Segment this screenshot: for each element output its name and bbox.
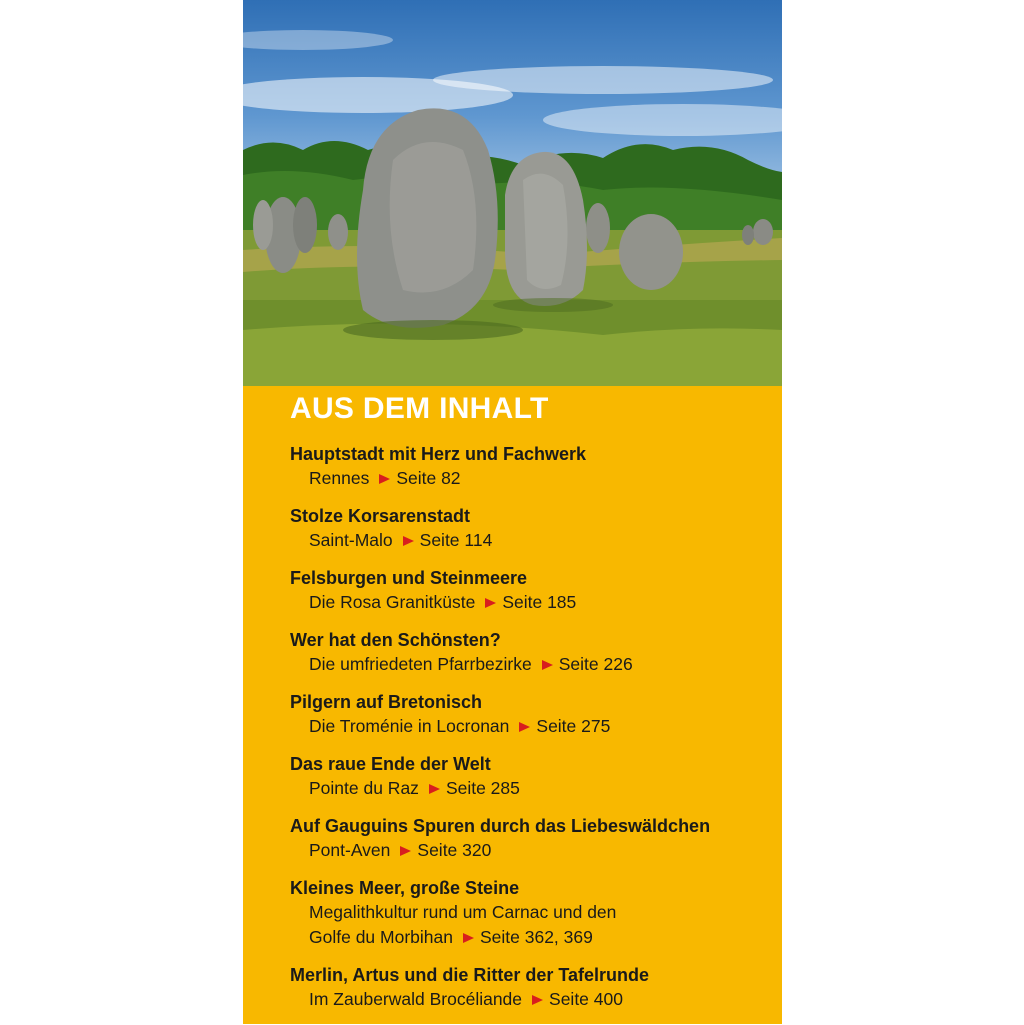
entry-place: Pointe du Raz [309, 778, 419, 798]
entry-reference [290, 776, 762, 801]
entry-reference [290, 466, 762, 491]
triangle-arrow-icon [532, 995, 543, 1005]
triangle-arrow-icon [463, 933, 474, 943]
table-of-contents [290, 390, 762, 1025]
triangle-arrow-icon [379, 474, 390, 484]
entry-place: Golfe du Morbihan [309, 927, 453, 947]
entry-list [290, 442, 762, 1012]
list-item [290, 566, 762, 615]
entry-reference [290, 714, 762, 739]
list-item [290, 752, 762, 801]
list-item [290, 814, 762, 863]
entry-place: Pont-Aven [309, 840, 391, 860]
list-item [290, 504, 762, 553]
list-item [290, 963, 762, 1012]
entry-reference [290, 987, 762, 1012]
entry-title: Hauptstadt mit Herz und Fachwerk [290, 444, 587, 464]
entry-title: Pilgern auf Bretonisch [290, 692, 483, 712]
entry-place: Rennes [309, 468, 370, 488]
entry-reference [290, 528, 762, 553]
entry-page-ref: Seite 82 [396, 468, 461, 488]
entry-title: Merlin, Artus und die Ritter der Tafelrunde [290, 965, 650, 985]
list-item [290, 628, 762, 677]
entry-title: Auf Gauguins Spuren durch das Liebeswäldchen [290, 816, 711, 836]
list-item [290, 876, 762, 950]
entry-title: Kleines Meer, große Steine [290, 878, 520, 898]
triangle-arrow-icon [485, 598, 496, 608]
entry-place: Die Rosa Granitküste [309, 592, 476, 612]
entry-page-ref: Seite 185 [502, 592, 577, 612]
entry-page-ref: Seite 400 [549, 989, 623, 1009]
entry-title: Stolze Korsarenstadt [290, 506, 471, 526]
section-heading: AUS DEM INHALT [290, 392, 549, 425]
entry-place: Die umfriedeten Pfarrbezirke [309, 654, 532, 674]
entry-place: Die Troménie in Locronan [309, 716, 510, 736]
triangle-arrow-icon [400, 846, 411, 856]
entry-page-ref: Seite 275 [536, 716, 611, 736]
entry-title: Wer hat den Schönsten? [290, 630, 501, 650]
entry-page-ref: Seite 320 [417, 840, 492, 860]
entry-page-ref: Seite 285 [445, 778, 520, 798]
entry-reference [290, 838, 762, 863]
page [243, 0, 782, 1024]
triangle-arrow-icon [542, 660, 553, 670]
triangle-arrow-icon [429, 784, 440, 794]
list-item [290, 442, 762, 491]
entry-title: Felsburgen und Steinmeere [290, 568, 528, 588]
entry-reference [290, 652, 762, 677]
entry-page-ref: Seite 226 [558, 654, 633, 674]
list-item [290, 690, 762, 739]
entry-page-ref: Seite 114 [419, 530, 493, 550]
entry-title: Das raue Ende der Welt [290, 754, 491, 774]
entry-page-ref: Seite 362, 369 [479, 927, 593, 947]
photo-illustration [243, 0, 782, 386]
entry-reference [290, 590, 762, 615]
entry-place: Im Zauberwald Brocéliande [309, 989, 523, 1009]
triangle-arrow-icon [403, 536, 414, 546]
entry-reference [290, 925, 762, 950]
triangle-arrow-icon [519, 722, 530, 732]
standing-stones-photo [243, 0, 782, 386]
entry-subtitle-line: Megalithkultur rund um Carnac und den [309, 902, 617, 922]
entry-place: Saint-Malo [309, 530, 393, 550]
